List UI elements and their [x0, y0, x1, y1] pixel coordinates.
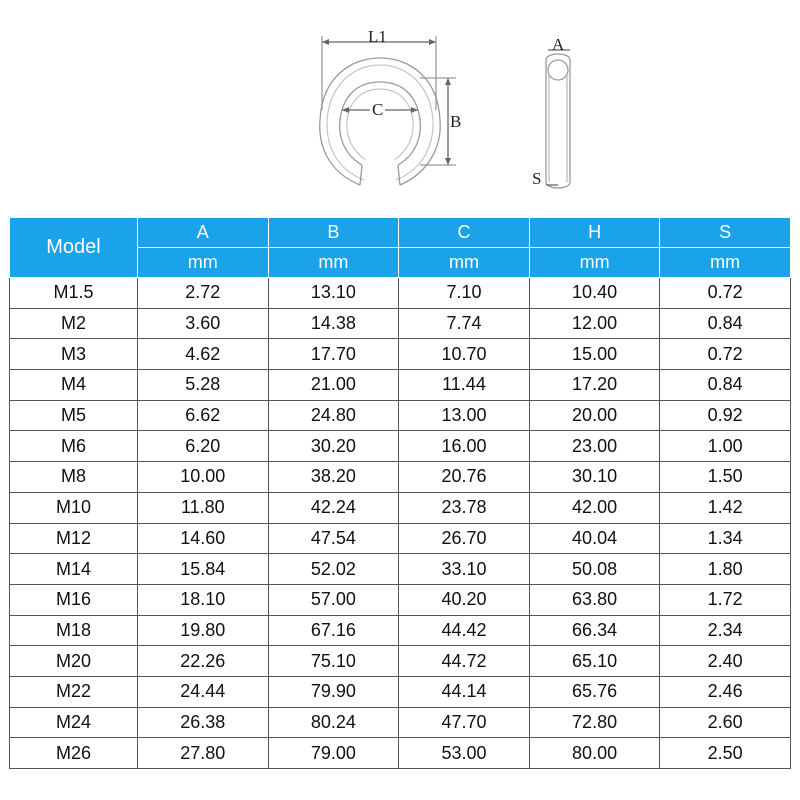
- cell-c: 33.10: [399, 554, 530, 585]
- cell-c: 53.00: [399, 738, 530, 769]
- table-row: [10, 278, 791, 309]
- cell-h: 63.80: [529, 584, 660, 615]
- cell-c: 20.76: [399, 462, 530, 493]
- cell-a: 3.60: [138, 308, 269, 339]
- cell-c: 13.00: [399, 400, 530, 431]
- cell-a: 6.20: [138, 431, 269, 462]
- cell-b: 24.80: [268, 400, 399, 431]
- header-row-names: [10, 218, 791, 248]
- unit-col-s: mm: [660, 248, 791, 278]
- table-row: [10, 554, 791, 585]
- cell-b: 75.10: [268, 646, 399, 677]
- cell-h: 40.04: [529, 523, 660, 554]
- table-row: [10, 646, 791, 677]
- header-col-h: H: [529, 218, 660, 248]
- ring-gap-left: [360, 165, 362, 185]
- cell-model: M22: [10, 676, 138, 707]
- cell-b: 67.16: [268, 615, 399, 646]
- cell-c: 16.00: [399, 431, 530, 462]
- cell-s: 1.42: [660, 492, 791, 523]
- table-row: [10, 676, 791, 707]
- spec-table: [9, 217, 791, 769]
- cell-model: M1.5: [10, 278, 138, 309]
- unit-col-c: mm: [399, 248, 530, 278]
- cell-a: 22.26: [138, 646, 269, 677]
- cell-model: M3: [10, 339, 138, 370]
- cell-a: 2.72: [138, 278, 269, 309]
- cell-b: 52.02: [268, 554, 399, 585]
- a-label: A: [552, 35, 565, 54]
- cell-h: 65.10: [529, 646, 660, 677]
- cell-b: 47.54: [268, 523, 399, 554]
- cell-s: 2.60: [660, 707, 791, 738]
- cell-model: M6: [10, 431, 138, 462]
- cell-a: 4.62: [138, 339, 269, 370]
- l1-arrow-left: [322, 39, 329, 45]
- cell-s: 1.00: [660, 431, 791, 462]
- cell-c: 11.44: [399, 370, 530, 401]
- cell-h: 80.00: [529, 738, 660, 769]
- b-label: B: [450, 112, 462, 131]
- cell-h: 20.00: [529, 400, 660, 431]
- cell-model: M10: [10, 492, 138, 523]
- cell-a: 18.10: [138, 584, 269, 615]
- cell-b: 38.20: [268, 462, 399, 493]
- c-label: C: [372, 100, 384, 119]
- table-row: [10, 400, 791, 431]
- cell-h: 17.20: [529, 370, 660, 401]
- header-model: Model: [10, 218, 138, 278]
- header-col-a: A: [138, 218, 269, 248]
- cell-c: 7.10: [399, 278, 530, 309]
- cell-model: M26: [10, 738, 138, 769]
- cell-b: 21.00: [268, 370, 399, 401]
- ring-gap-right: [398, 165, 400, 185]
- cell-b: 14.38: [268, 308, 399, 339]
- cell-a: 6.62: [138, 400, 269, 431]
- cell-model: M14: [10, 554, 138, 585]
- cell-h: 12.00: [529, 308, 660, 339]
- cell-a: 24.44: [138, 676, 269, 707]
- cell-s: 0.84: [660, 308, 791, 339]
- cell-h: 30.10: [529, 462, 660, 493]
- table-row: [10, 492, 791, 523]
- table-row: [10, 308, 791, 339]
- unit-col-h: mm: [529, 248, 660, 278]
- unit-col-a: mm: [138, 248, 269, 278]
- cell-s: 2.46: [660, 676, 791, 707]
- cell-model: M5: [10, 400, 138, 431]
- cell-model: M24: [10, 707, 138, 738]
- cell-a: 5.28: [138, 370, 269, 401]
- table-row: [10, 738, 791, 769]
- cell-h: 42.00: [529, 492, 660, 523]
- cell-c: 26.70: [399, 523, 530, 554]
- cell-h: 23.00: [529, 431, 660, 462]
- cell-s: 1.80: [660, 554, 791, 585]
- header-col-c: C: [399, 218, 530, 248]
- header-col-s: S: [660, 218, 791, 248]
- cell-h: 15.00: [529, 339, 660, 370]
- cell-c: 10.70: [399, 339, 530, 370]
- cell-c: 44.14: [399, 676, 530, 707]
- l1-arrow-right: [429, 39, 436, 45]
- b-arrow-bottom: [445, 158, 451, 165]
- cell-c: 47.70: [399, 707, 530, 738]
- cell-a: 11.80: [138, 492, 269, 523]
- cell-b: 79.00: [268, 738, 399, 769]
- table-row: [10, 523, 791, 554]
- cell-s: 0.72: [660, 278, 791, 309]
- cell-s: 1.34: [660, 523, 791, 554]
- cell-h: 66.34: [529, 615, 660, 646]
- cell-h: 72.80: [529, 707, 660, 738]
- cell-c: 44.72: [399, 646, 530, 677]
- table-row: [10, 370, 791, 401]
- cell-b: 57.00: [268, 584, 399, 615]
- cell-s: 2.50: [660, 738, 791, 769]
- cell-model: M18: [10, 615, 138, 646]
- cell-b: 80.24: [268, 707, 399, 738]
- cell-a: 15.84: [138, 554, 269, 585]
- cell-a: 27.80: [138, 738, 269, 769]
- cell-b: 17.70: [268, 339, 399, 370]
- cell-c: 23.78: [399, 492, 530, 523]
- l1-label: L1: [368, 27, 387, 46]
- spec-table-body: [10, 278, 791, 769]
- table-row: [10, 431, 791, 462]
- cell-h: 65.76: [529, 676, 660, 707]
- cell-s: 2.34: [660, 615, 791, 646]
- cell-s: 1.72: [660, 584, 791, 615]
- table-row: [10, 584, 791, 615]
- table-row: [10, 462, 791, 493]
- cell-c: 40.20: [399, 584, 530, 615]
- header-col-b: B: [268, 218, 399, 248]
- ring-outer-outline: [320, 58, 440, 185]
- cell-s: 1.50: [660, 462, 791, 493]
- cell-c: 44.42: [399, 615, 530, 646]
- cell-c: 7.74: [399, 308, 530, 339]
- cell-a: 26.38: [138, 707, 269, 738]
- cell-h: 50.08: [529, 554, 660, 585]
- cell-model: M12: [10, 523, 138, 554]
- cell-model: M2: [10, 308, 138, 339]
- cell-a: 14.60: [138, 523, 269, 554]
- ring-diagram-svg: [0, 0, 800, 212]
- cell-b: 30.20: [268, 431, 399, 462]
- technical-drawing: [0, 0, 800, 212]
- cell-s: 0.72: [660, 339, 791, 370]
- table-row: [10, 339, 791, 370]
- table-row: [10, 615, 791, 646]
- cell-model: M8: [10, 462, 138, 493]
- unit-col-b: mm: [268, 248, 399, 278]
- cell-model: M16: [10, 584, 138, 615]
- table-row: [10, 707, 791, 738]
- ring-inner-outline: [340, 82, 421, 165]
- side-view-circle: [548, 60, 568, 80]
- s-label: S: [532, 169, 542, 188]
- cell-s: 0.92: [660, 400, 791, 431]
- b-arrow-top: [445, 78, 451, 85]
- cell-s: 2.40: [660, 646, 791, 677]
- cell-a: 10.00: [138, 462, 269, 493]
- cell-s: 0.84: [660, 370, 791, 401]
- cell-b: 42.24: [268, 492, 399, 523]
- cell-model: M4: [10, 370, 138, 401]
- cell-b: 79.90: [268, 676, 399, 707]
- cell-h: 10.40: [529, 278, 660, 309]
- cell-model: M20: [10, 646, 138, 677]
- cell-b: 13.10: [268, 278, 399, 309]
- cell-a: 19.80: [138, 615, 269, 646]
